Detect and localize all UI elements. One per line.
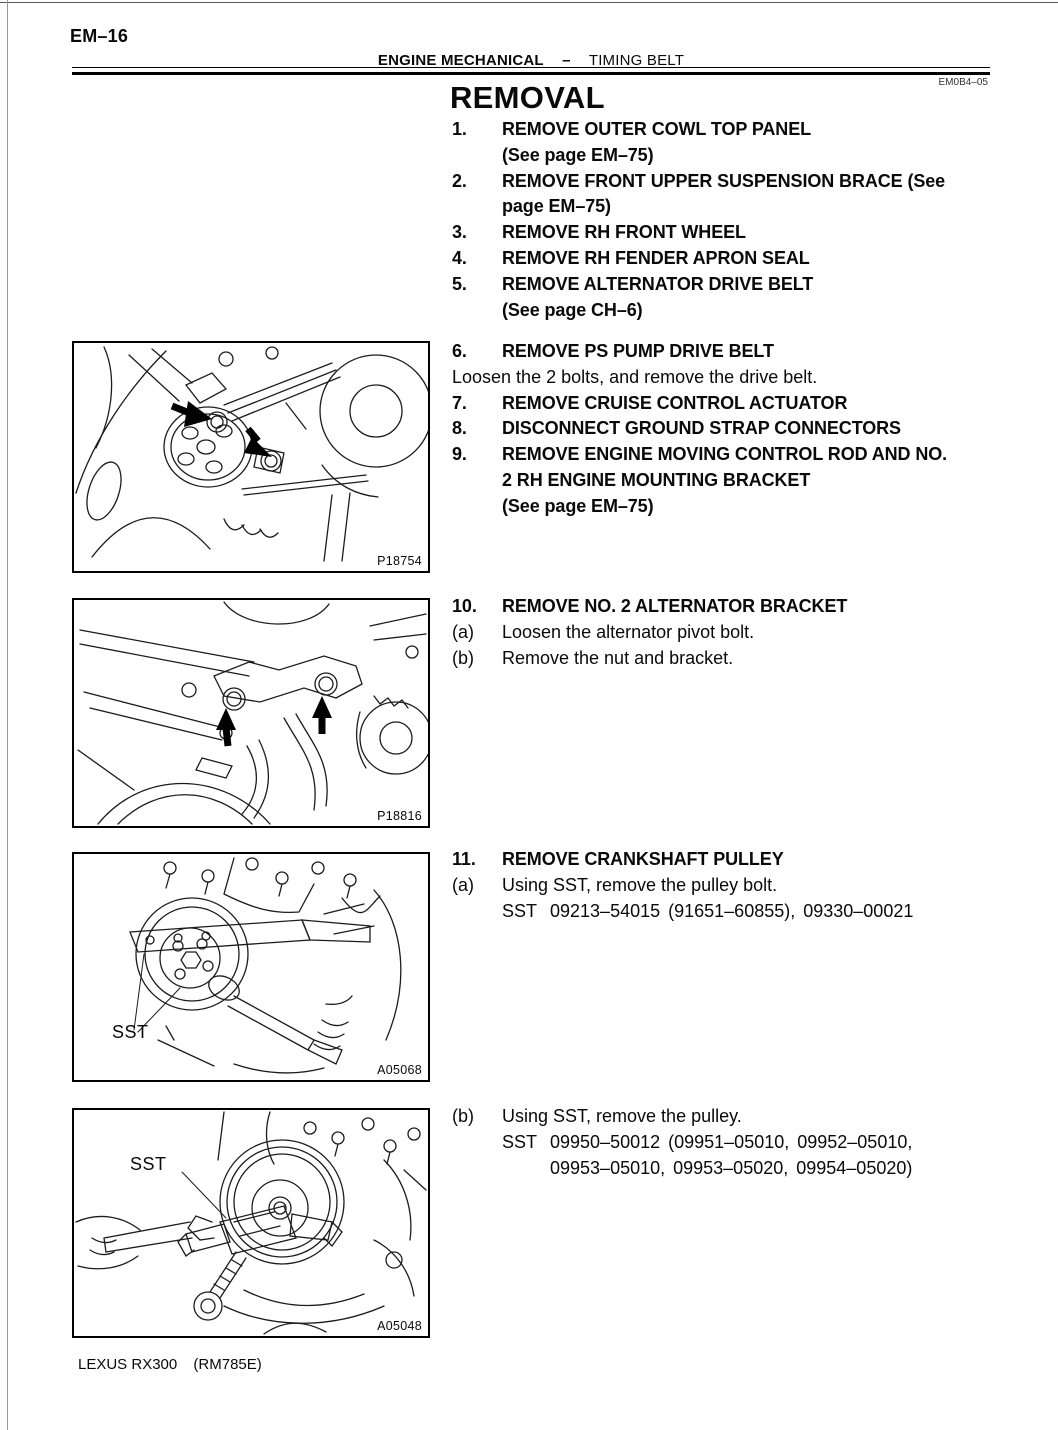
step-number: 7. (452, 392, 467, 413)
header-section: ENGINE MECHANICAL (377, 52, 544, 69)
substep-item (452, 1104, 997, 1130)
procedure-note (452, 365, 997, 391)
step-item (452, 391, 997, 417)
step-number: 10. (452, 596, 477, 616)
engine-line-art (74, 854, 428, 1080)
page-title: REMOVAL (450, 80, 605, 115)
step-number: 1. (452, 119, 467, 139)
step-text: REMOVE RH FRONT WHEEL (502, 222, 746, 243)
step-text: REMOVE CRUISE CONTROL ACTUATOR (502, 392, 848, 413)
steps-block-3 (452, 594, 997, 671)
step-item (452, 220, 997, 246)
steps-block-4 (452, 847, 997, 924)
sst-callout-label: SST (112, 1022, 149, 1042)
step-text: (See page EM–75) (502, 495, 654, 516)
step-item (452, 416, 997, 442)
step-item (452, 442, 997, 519)
figure-crankshaft-pulley-puller-sst (72, 1108, 430, 1338)
footer-model: LEXUS RX300 (78, 1356, 178, 1373)
step-text: REMOVE ENGINE MOVING CONTROL ROD AND NO. (502, 444, 948, 465)
step-number: 2. (452, 170, 467, 191)
step-item (452, 272, 997, 324)
step-number: 6. (452, 341, 467, 361)
steps-block-5 (452, 1104, 997, 1181)
step-number: 9. (452, 444, 467, 465)
substep-text: Loosen the alternator pivot bolt. (502, 621, 755, 642)
figure-code: P18816 (377, 809, 422, 823)
step-item (452, 246, 997, 272)
steps-block-2 (452, 339, 997, 520)
step-text: (See page CH–6) (502, 299, 643, 320)
figure-code: A05068 (377, 1063, 422, 1077)
step-text: 2 RH ENGINE MOUNTING BRACKET (502, 469, 811, 490)
step-text: DISCONNECT GROUND STRAP CONNECTORS (502, 418, 901, 439)
sst-part-numbers: 09213–54015 (91651–60855), 09330–00021 (550, 900, 914, 921)
step-item (452, 117, 997, 169)
step-number: 8. (452, 418, 467, 439)
step-item (452, 594, 997, 620)
scan-edge-top (0, 2, 1058, 3)
step-text: REMOVE RH FENDER APRON SEAL (502, 247, 810, 268)
substep-text: Using SST, remove the pulley. (502, 1106, 742, 1126)
figure-ps-pump-drive-belt (72, 341, 430, 573)
figure-code: P18754 (377, 554, 422, 568)
sst-part-numbers: 09950–50012 (09951–05010, 09952–05010, (550, 1131, 913, 1152)
substep-text: Using SST, remove the pulley bolt. (502, 874, 778, 895)
page-number: EM–16 (70, 26, 129, 46)
substep-text: Remove the nut and bracket. (502, 647, 734, 668)
figure-code: A05048 (377, 1319, 422, 1333)
step-text: REMOVE CRANKSHAFT PULLEY (502, 849, 784, 869)
step-number: 11. (452, 849, 476, 869)
figure-no2-alternator-bracket (72, 598, 430, 828)
header-dash: – (562, 52, 571, 69)
step-text: page EM–75) (502, 196, 611, 217)
substep-item (452, 646, 997, 672)
step-number: 4. (452, 247, 467, 268)
step-number: 5. (452, 273, 467, 294)
note-text: Loosen the 2 bolts, and remove the drive belt. (452, 366, 818, 387)
footer (78, 1356, 262, 1373)
sst-spec (452, 1130, 997, 1182)
step-text: REMOVE ALTERNATOR DRIVE BELT (502, 273, 814, 294)
steps-block-1 (452, 117, 997, 323)
step-number: 3. (452, 222, 467, 243)
sst-label: SST (502, 900, 538, 921)
step-item (452, 169, 997, 221)
substep-letter: (b) (452, 647, 474, 668)
substep-letter: (b) (452, 1106, 474, 1126)
step-text: REMOVE FRONT UPPER SUSPENSION BRACE (See (502, 170, 946, 191)
step-text: REMOVE NO. 2 ALTERNATOR BRACKET (502, 596, 848, 616)
engine-line-art (74, 343, 428, 571)
doc-code: EM0B4–05 (938, 77, 988, 88)
bolt-arrow-icon (216, 696, 332, 746)
header-rule-thin (72, 67, 990, 68)
step-item (452, 339, 997, 365)
engine-line-art (74, 600, 428, 826)
step-text: REMOVE PS PUMP DRIVE BELT (502, 341, 774, 361)
footer-manual-code: (RM785E) (193, 1356, 262, 1373)
sst-label: SST (502, 1131, 538, 1152)
scan-edge-left (7, 0, 8, 1430)
sst-part-numbers: 09953–05010, 09953–05020, 09954–05020) (550, 1157, 913, 1178)
sst-callout-label: SST (130, 1154, 167, 1174)
substep-item (452, 620, 997, 646)
substep-item (452, 873, 997, 899)
header-rule-thick (72, 72, 990, 75)
figure-crankshaft-pulley-bolt-sst (72, 852, 430, 1082)
sst-spec (452, 899, 997, 925)
engine-line-art (74, 1110, 428, 1336)
header-subsection: TIMING BELT (588, 52, 685, 69)
substep-letter: (a) (452, 874, 474, 895)
step-item (452, 847, 997, 873)
step-text: REMOVE OUTER COWL TOP PANEL (502, 119, 811, 139)
substep-letter: (a) (452, 621, 474, 642)
step-text: (See page EM–75) (502, 144, 654, 165)
